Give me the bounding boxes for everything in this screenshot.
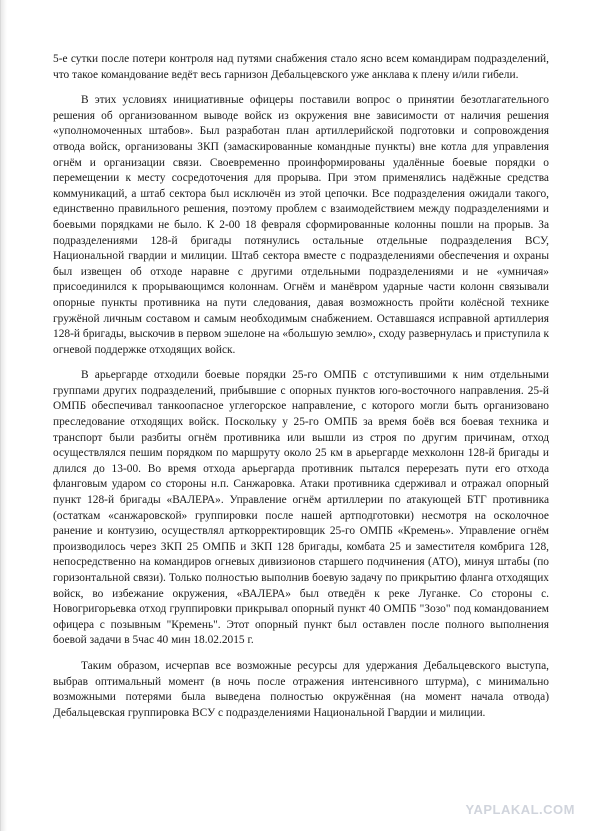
document-body <box>53 52 549 731</box>
watermark: YAPLAKAL.COM <box>465 802 575 817</box>
paragraph-3: В арьергарде отходили боевые порядки 25-го ОМПБ с отступившими к ним отдельными группами других подразделений, прибывшие с опорных пунктов юго-восточного направления. 25-й ОМПБ обеспечивал танкоопасное углегорское направление, с которого могли быть организовано преследование отходящих войск. Поскольку у 25-го ОМПБ за время боёв вся боевая техника и транспорт были разбиты огнём противника или вышли из строя по другим причинам, отход осуществлялся пешим порядком по маршруту около 25 км в арьергарде мехколонн 128-й бригады и длился до 13-00. Во время отхода арьергарда противник пытался перерезать пути его отхода фланговым ударом со стороны н.п. Санжаровка. Атаки противника сдерживал и отражал опорный пункт 128-й бригады «ВАЛЕРА». Управление огнём артиллерии по атакующей БТГ противника (остаткам «санжаровской» группировки после нашей артподготовки) несмотря на осколочное ранение и контузию, осуществлял арткорректировщик 25-го ОМПБ «Кремень». Управление огнём производилось через ЗКП 25 ОМПБ и ЗКП 128 бригады, комбата 25 и заместителя комбрига 128, непосредственно на командиров огневых дивизионов старшего подчинения (АТО), минуя штабы (по горизонтальной связи). Только полностью выполнив боевую задачу по прикрытию фланга отходящих войск, во избежание окружения, «ВАЛЕРА» был отведён к реке Луганке. Со стороны с. Новогригорьевка отход группировки прикрывал опорный пункт 40 ОМПБ "Зозо" под командованием офицера с позывным "Кремень". Этот опорный пункт был оставлен после полного выполнения боевой задачи в 5час 40 мин 18.02.2015 г. <box>53 369 549 647</box>
paragraph-2: В этих условиях инициативные офицеры поставили вопрос о принятии безотлагательного решения об организованном выводе войск из окружения вне зависимости от наличия решения «уполномоченных штабов». Был разработан план артиллерийской подготовки и сопровождения отвода войск, организованы ЗКП (замаскированные командные пункты) вне котла для управления огнём и организации связи. Своевременно проинформированы удалённые боевые порядки о перемещении к месту сосредоточения для прорыва. При этом применялись надёжные средства коммуникаций, а штаб сектора был исключён из этой цепочки. Все подразделения ожидали такого, единственно правильного решения, поэтому проблем с взаимодействием между подразделениями и боевыми порядками не было. К 2-00 18 февраля сформированные колонны пошли на прорыв. За подразделениями 128-й бригады потянулись остальные отдельные подразделения ВСУ, Национальной гвардии и милиции. Штаб сектора вместе с подразделениями обеспечения и охраны был извещен об отходе наравне с другими отдельными подразделениями и не «умничая» присоединился к прорывающимся колоннам. Огнём и манёвром ударные части колонн связывали опорные пункты противника на пути следования, давая возможность пройти колёсной технике гружёной личным составом и самым необходимым снабжением. Оставшаяся исправной артиллерия 128-й бригады, выскочив в первом эшелоне на «большую землю», сходу развернулась и приступила к огневой поддержке отходящих войск. <box>53 94 549 356</box>
page-edge-shadow <box>1 0 7 831</box>
paragraph-1: 5-е сутки после потери контроля над путями снабжения стало ясно всем командирам подразделений, что такое командование ведёт весь гарнизон Дебальцевского уже анклава к плену и/или гибели. <box>53 53 549 81</box>
paragraph-4: Таким образом, исчерпав все возможные ресурсы для удержания Дебальцевского выступа, выбрав оптимальный момент (в ночь после отражения интенсивного штурма), с минимально возможными потерями была выведена полностью окружённая (на момент начала отвода) Дебальцевская группировка ВСУ с подразделениями Национальной Гвардии и милиции. <box>53 659 549 719</box>
